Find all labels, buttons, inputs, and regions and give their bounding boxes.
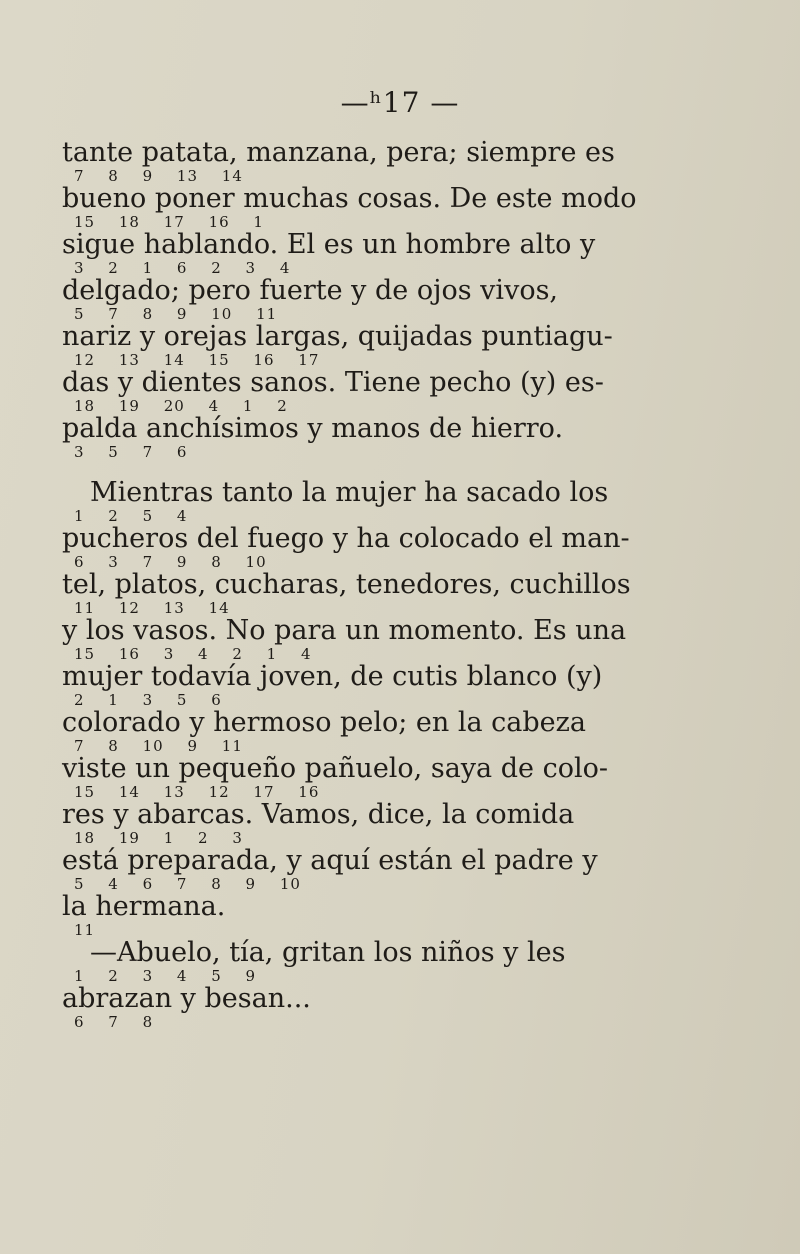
line-numbers: 18 19 1 2 3 (74, 829, 243, 847)
text-line (62, 322, 614, 368)
page-number: —ʰ17 — (340, 86, 460, 119)
line-numbers: 6 3 7 9 8 10 (74, 553, 267, 571)
line-numbers: 7 8 9 13 14 (74, 167, 243, 185)
text-line (62, 276, 614, 322)
text-line (62, 569, 631, 617)
line-numbers: 6 7 8 (74, 1013, 154, 1031)
text-line (62, 800, 614, 846)
text-line (62, 183, 637, 231)
line-numbers: 1 2 3 4 5 9 (74, 967, 257, 985)
line-numbers: 3 5 7 6 (74, 443, 188, 461)
text-line (62, 138, 614, 184)
line-numbers: 3 2 1 6 2 3 4 (74, 259, 291, 277)
line-numbers: 15 18 17 16 1 (74, 213, 264, 231)
line-text: abrazan y besan... (62, 983, 311, 1014)
line-text: —Abuelo, tía, gritan los niños y les (90, 937, 566, 968)
text-line (62, 892, 614, 938)
text-line (62, 662, 614, 708)
line-text: mujer todavía joven, de cutis blanco (y) (62, 661, 603, 692)
text-line (62, 414, 614, 460)
text-line (62, 368, 614, 414)
line-numbers: 12 13 14 15 16 17 (74, 351, 320, 369)
line-numbers: 15 14 13 12 17 16 (74, 783, 320, 801)
line-numbers: 15 16 3 4 2 1 4 (74, 645, 312, 663)
line-numbers: 7 8 10 9 11 (74, 737, 243, 755)
text-line (62, 938, 614, 984)
line-text: delgado; pero fuerte y de ojos vivos, (62, 275, 559, 306)
text-line (62, 523, 630, 571)
line-text: viste un pequeño pañuelo, saya de colo- (62, 753, 608, 784)
line-numbers: 5 4 6 7 8 9 10 (74, 875, 301, 893)
line-numbers: 2 1 3 5 6 (74, 691, 222, 709)
line-numbers: 5 7 8 9 10 11 (74, 305, 278, 323)
text-line (62, 984, 614, 1030)
line-text: bueno poner muchas cosas. De este modo (62, 183, 637, 214)
line-text: Mientras tanto la mujer ha sacado los (90, 477, 609, 508)
line-text: colorado y hermoso pelo; en la cabeza (62, 707, 586, 738)
line-text: está preparada, y aquí están el padre y (62, 845, 598, 876)
line-text: la hermana. (62, 891, 226, 922)
line-text: tel, platos, cucharas, tenedores, cuchillos (62, 569, 631, 600)
line-numbers: 11 (74, 921, 96, 939)
text-line (62, 708, 614, 754)
line-text: sigue hablando. El es un hombre alto y (62, 229, 596, 260)
text-line (62, 230, 614, 276)
line-numbers: 18 19 20 4 1 2 (74, 397, 288, 415)
line-text: nariz y orejas largas, quijadas puntiagu- (62, 321, 613, 352)
line-text: pucheros del fuego y ha colocado el man- (62, 523, 630, 554)
text-line (62, 846, 614, 892)
text-line (62, 754, 614, 800)
line-text: palda anchísimos y manos de hierro. (62, 413, 564, 444)
line-text: res y abarcas. Vamos, dice, la comida (62, 799, 575, 830)
line-numbers: 1 2 5 4 (74, 507, 188, 525)
paragraph-1 (62, 137, 637, 461)
line-text: y los vasos. No para un momento. Es una (62, 615, 627, 646)
paragraph-2 (62, 477, 631, 1031)
line-text: tante patata, manzana, pera; siempre es (62, 137, 615, 168)
text-line (62, 478, 614, 524)
text-line (62, 615, 627, 663)
line-numbers: 11 12 13 14 (74, 599, 230, 617)
line-text: das y dientes sanos. Tiene pecho (y) es- (62, 367, 604, 398)
